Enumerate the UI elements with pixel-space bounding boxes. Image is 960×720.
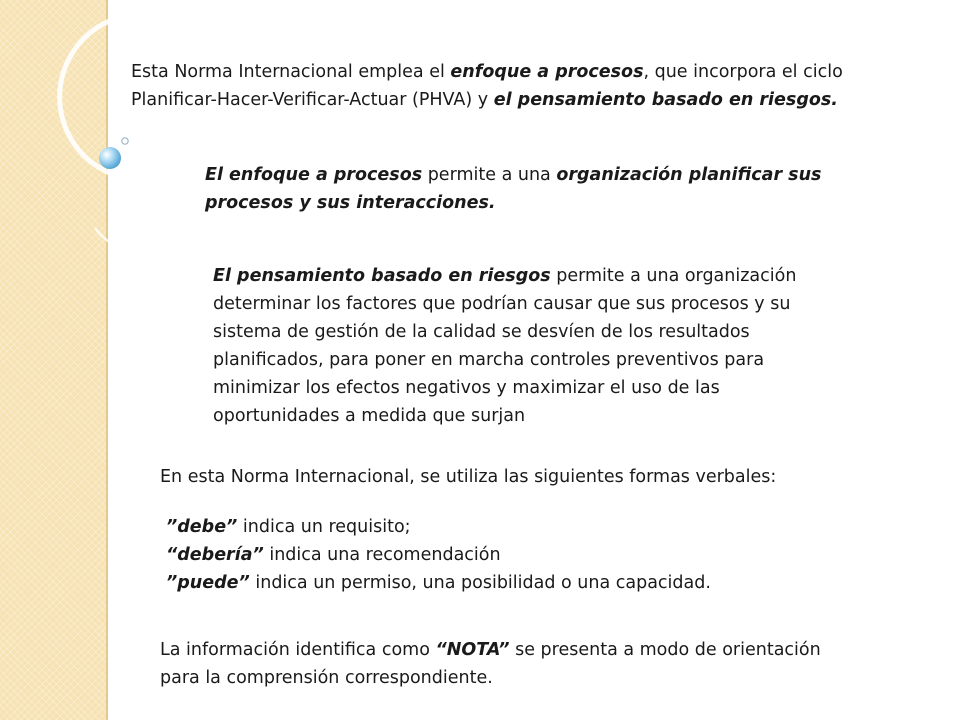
verbal-form-item: ”debe” indica un requisito;: [166, 517, 411, 537]
risk-line-2: determinar los factores que podrían causar que sus procesos y su: [213, 294, 791, 314]
intro-line-1: Esta Norma Internacional emplea el enfoque a procesos, que incorpora el ciclo: [131, 62, 843, 82]
spacer: [160, 491, 776, 513]
note-paragraph: [160, 636, 821, 692]
process-approach-term: enfoque a procesos: [450, 62, 644, 82]
verbal-form-item: “debería” indica una recomendación: [166, 545, 501, 565]
risk-thinking-paragraph: [213, 262, 796, 430]
small-ring-arc: [95, 155, 207, 253]
small-bubble-icon: [122, 138, 128, 144]
risk-line-5: minimizar los efectos negativos y maximizar el uso de las: [213, 378, 720, 398]
verbal-forms-intro: En esta Norma Internacional, se utiliza las siguientes formas verbales:: [160, 467, 777, 487]
note-line-1: La información identifica como “NOTA” se presenta a modo de orientación: [160, 640, 821, 660]
decorative-rings: [0, 0, 240, 300]
process-line-1: El enfoque a procesos permite a una organización planificar sus: [205, 165, 822, 185]
intro-line-2: Planificar-Hacer-Verificar-Actuar (PHVA) y el pensamiento basado en riesgos.: [131, 90, 838, 110]
risk-line-6: oportunidades a medida que surjan: [213, 406, 526, 426]
blue-bubble-icon: [99, 147, 121, 169]
verbal-form-item: ”puede” indica un permiso, una posibilidad o una capacidad.: [166, 573, 711, 593]
note-line-2: para la comprensión correspondiente.: [160, 668, 493, 688]
process-approach-paragraph: [205, 161, 821, 217]
risk-thinking-term: el pensamiento basado en riesgos.: [493, 90, 838, 110]
risk-line-3: sistema de gestión de la calidad se desvíen de los resultados: [213, 322, 750, 342]
risk-line-1: El pensamiento basado en riesgos permite a una organización: [213, 266, 797, 286]
intro-paragraph: [131, 58, 843, 114]
process-line-2: procesos y sus interacciones.: [205, 193, 496, 213]
verbal-forms-section: [160, 463, 776, 597]
risk-line-4: planificados, para poner en marcha controles preventivos para: [213, 350, 765, 370]
